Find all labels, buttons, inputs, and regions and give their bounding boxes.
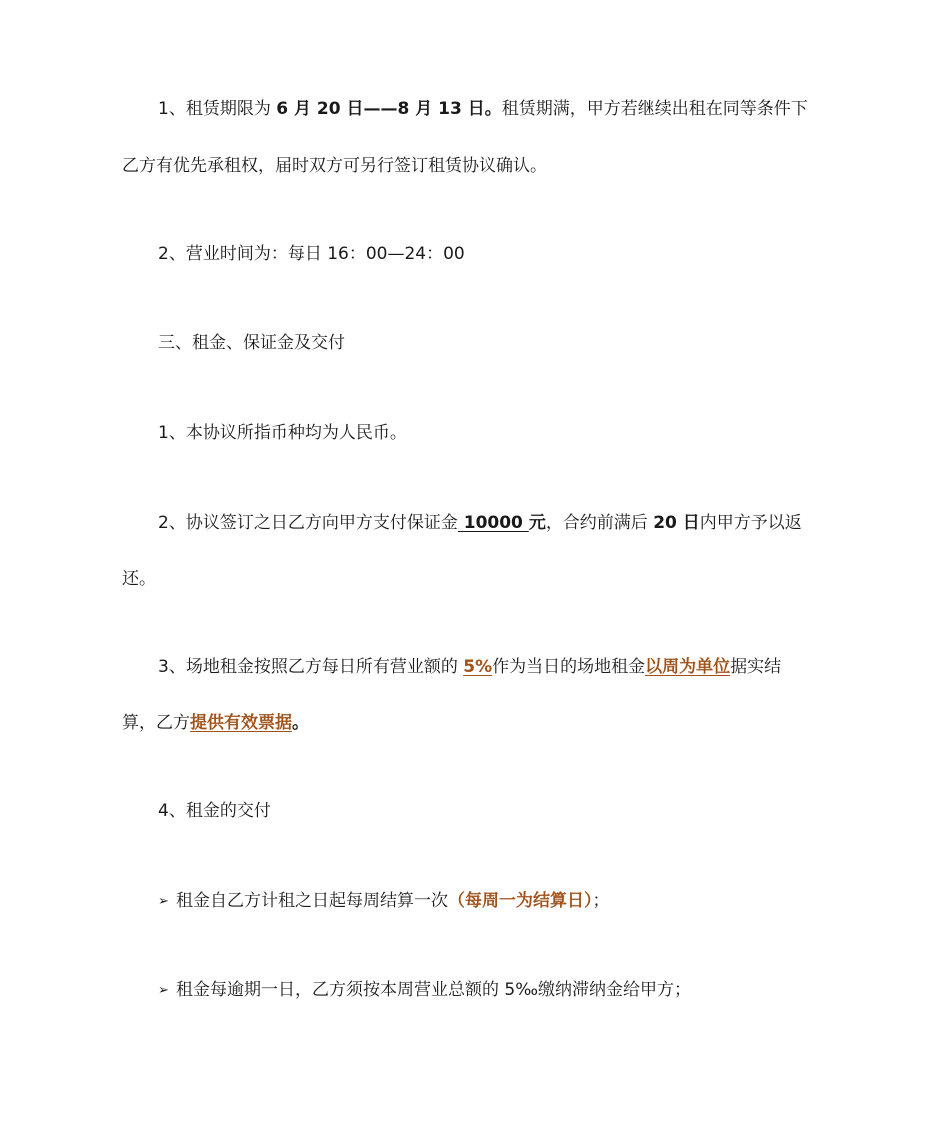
clause-rent-line2-prefix: 算，乙方 bbox=[122, 713, 190, 733]
refund-days: 20 日 bbox=[653, 513, 700, 533]
valid-receipt: 提供有效票据 bbox=[190, 713, 292, 733]
clause-lease-term bbox=[158, 97, 870, 121]
arrow-bullet-icon: ➢ bbox=[158, 894, 169, 909]
section-heading-rent: 三、租金、保证金及交付 bbox=[158, 333, 345, 353]
clause-rent-rest: 据实结 bbox=[730, 657, 782, 677]
clause-rent-payment: 4、租金的交付 bbox=[158, 801, 271, 821]
clause-lease-term-prefix: 1、租赁期限为 bbox=[158, 99, 277, 119]
clause-rent-rate-line2 bbox=[122, 711, 834, 735]
bullet-weekly-settlement bbox=[158, 889, 870, 914]
clause-currency: 1、本协议所指币种均为人民币。 bbox=[158, 423, 407, 443]
deposit-amount: 10000 bbox=[457, 513, 529, 533]
clause-deposit-middle: ，合约前满后 bbox=[545, 513, 654, 533]
bullet-weekly-end: ； bbox=[592, 891, 610, 911]
clause-rent-prefix: 3、场地租金按照乙方每日所有营业额的 bbox=[158, 657, 464, 677]
clause-rent-line2-end: 。 bbox=[292, 713, 309, 733]
clause-lease-term-rest: 租赁期满，甲方若继续出租在同等条件下 bbox=[501, 99, 808, 119]
deposit-unit: 元 bbox=[528, 513, 546, 533]
settlement-day-note: （每周一为结算日） bbox=[448, 891, 593, 911]
bullet-weekly-text: 租金自乙方计租之日起每周结算一次 bbox=[176, 891, 448, 911]
clause-rent-rate bbox=[158, 655, 870, 679]
clause-rent-middle: 作为当日的场地租金 bbox=[492, 657, 646, 677]
clause-deposit-rest: 内甲方予以返 bbox=[699, 513, 802, 533]
clause-deposit bbox=[158, 511, 870, 535]
arrow-bullet-icon: ➢ bbox=[158, 983, 169, 998]
bullet-late-fee-text: 租金每逾期一日，乙方须按本周营业总额的 5‰缴纳滞纳金给甲方； bbox=[176, 980, 692, 1000]
lease-period: 6 月 20 日——8 月 13 日。 bbox=[276, 99, 502, 119]
clause-deposit-line2: 还。 bbox=[122, 569, 156, 589]
bullet-late-fee bbox=[158, 978, 870, 1003]
weekly-unit: 以周为单位 bbox=[645, 657, 731, 677]
rent-rate: 5% bbox=[463, 657, 493, 677]
clause-business-hours: 2、营业时间为：每日 16：00—24：00 bbox=[158, 244, 465, 264]
clause-deposit-prefix: 2、协议签订之日乙方向甲方支付保证金 bbox=[158, 513, 458, 533]
clause-lease-term-line2: 乙方有优先承租权，届时双方可另行签订租赁协议确认。 bbox=[122, 156, 547, 176]
